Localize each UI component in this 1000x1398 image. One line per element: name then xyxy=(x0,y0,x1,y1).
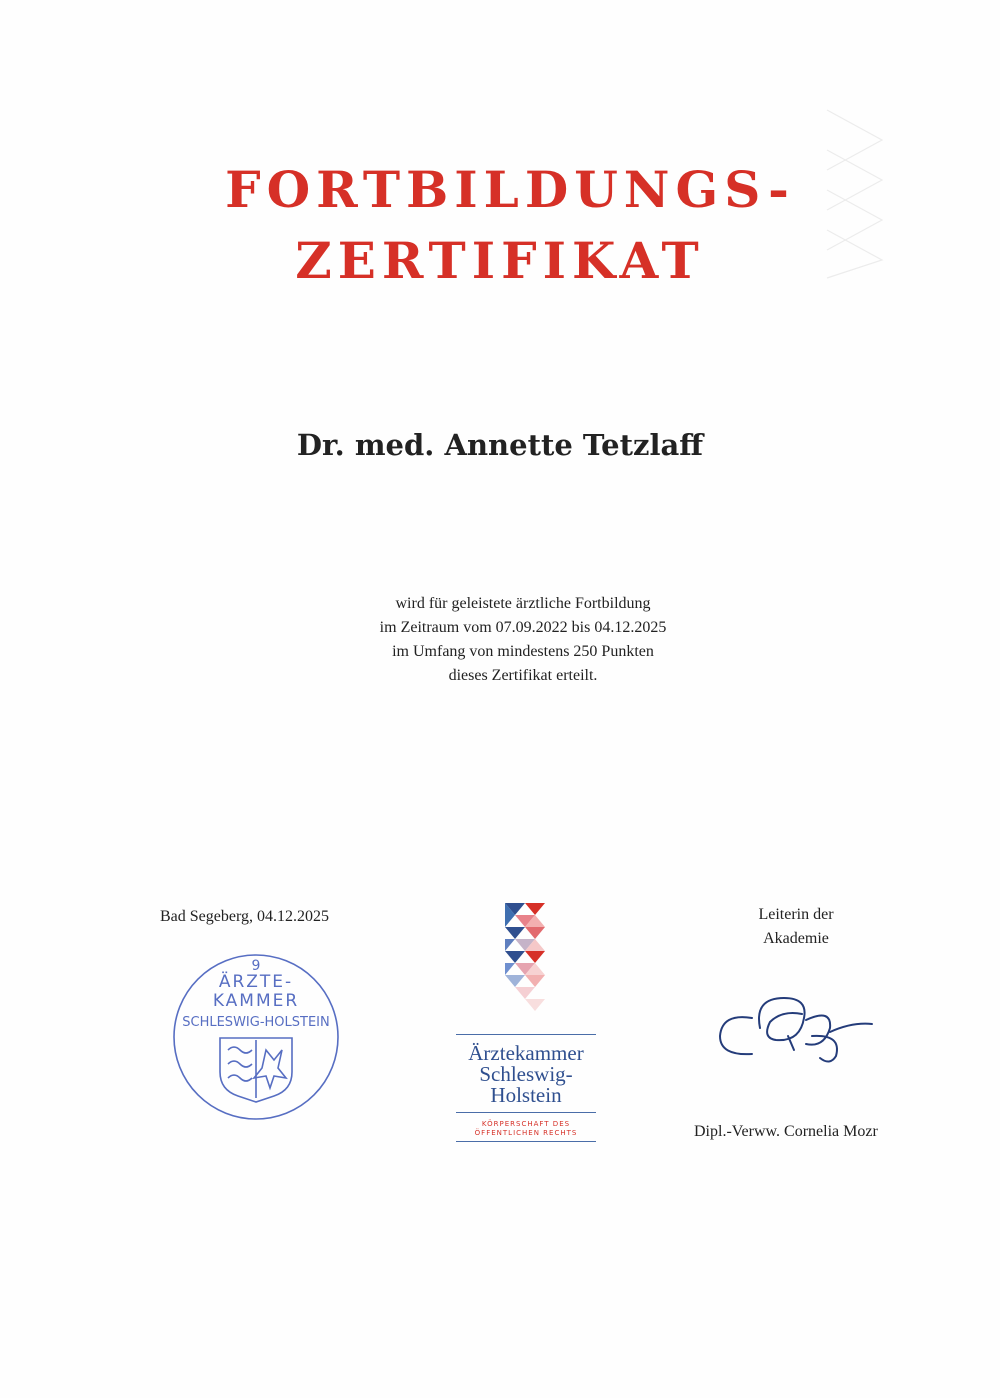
logo-sub-line2: ÖFFENTLICHEN RECHTS xyxy=(474,1129,578,1137)
logo-name-line2: Schleswig- xyxy=(479,1062,573,1086)
recipient-name: Dr. med. Annette Tetzlaff xyxy=(296,428,704,462)
logo-sub-line1: KÖRPERSCHAFT DES xyxy=(481,1120,571,1128)
logo-name-line3: Holstein xyxy=(490,1083,562,1107)
logo-rule-top xyxy=(456,1034,596,1035)
stamp-line1: ÄRZTE- xyxy=(218,972,294,992)
handwritten-signature xyxy=(712,988,882,1068)
statement-line: wird für geleistete ärztliche Fortbildung xyxy=(395,595,651,612)
official-stamp xyxy=(170,950,342,1125)
stamp-line3: SCHLESWIG-HOLSTEIN xyxy=(182,1015,330,1030)
logo-rule-bottom2 xyxy=(456,1141,596,1142)
statement-line: dieses Zertifikat erteilt. xyxy=(448,667,598,684)
aerztekammer-logo-icon xyxy=(500,903,550,1023)
role-line1: Leiterin der xyxy=(758,906,834,923)
certificate-statement xyxy=(0,592,1000,688)
statement-line: im Umfang von mindestens 250 Punkten xyxy=(392,643,654,660)
certificate-title-line1: FORTBILDUNGS- xyxy=(225,160,795,219)
statement-line: im Zeitraum vom 07.09.2022 bis 04.12.2025 xyxy=(379,619,667,636)
role-line2: Akademie xyxy=(763,930,829,947)
stamp-number: 9 xyxy=(251,958,261,974)
logo-rule-bottom xyxy=(456,1112,596,1113)
signer-name: Dipl.-Verww. Cornelia Mozr xyxy=(694,1123,878,1140)
certificate-title-line2: ZERTIFIKAT xyxy=(295,231,705,290)
place-and-date: Bad Segeberg, 04.12.2025 xyxy=(160,908,330,925)
logo-name-line1: Ärztekammer xyxy=(468,1041,584,1065)
stamp-line2: KAMMER xyxy=(212,991,300,1011)
